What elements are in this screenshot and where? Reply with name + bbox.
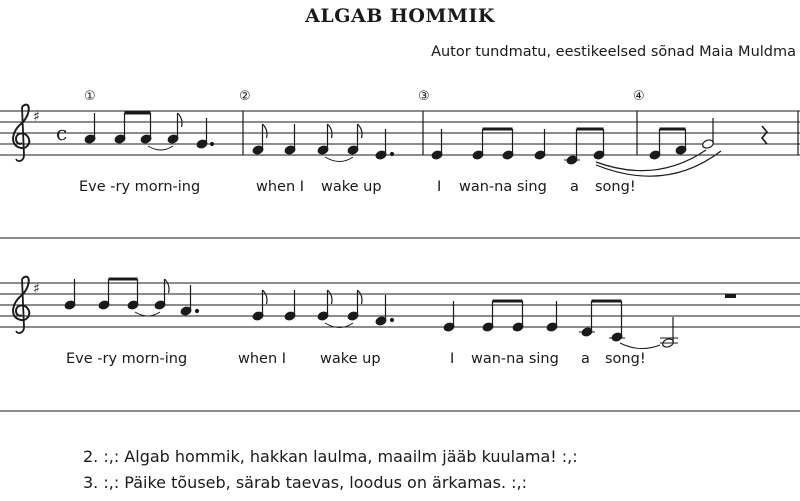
verse-2: 2. :,: Algab hommik, hakkan laulma, maailm jääb kuulama! :,: <box>83 447 578 466</box>
half-rest <box>725 294 736 298</box>
key-signature-sharp: ♯ <box>33 281 40 297</box>
time-signature-common: c <box>56 121 68 145</box>
lyric-line-1-part: when I <box>256 179 305 195</box>
lyric-line-2-part: when I <box>238 351 287 367</box>
lyric-line-1-part: Eve -ry morn-ing <box>79 179 201 195</box>
lyric-line-1-part: a <box>570 179 579 195</box>
lyric-line-2-part: Eve -ry morn-ing <box>66 351 188 367</box>
measure-number: ② <box>239 89 251 104</box>
measure-number: ① <box>84 89 96 104</box>
lyric-line-2-part: wan-na sing <box>471 351 559 367</box>
lyric-line-2-part: song! <box>605 351 646 367</box>
key-signature-sharp: ♯ <box>33 109 40 125</box>
lyric-line-2-part: wake up <box>320 351 381 367</box>
lyric-line-2-part: a <box>581 351 590 367</box>
lyric-line-2-part: I <box>450 351 455 367</box>
measure-number: ③ <box>418 89 430 104</box>
verse-3: 3. :,: Päike tõuseb, särab taevas, loodus on ärkamas. :,: <box>83 473 527 492</box>
measure-number: ④ <box>633 89 645 104</box>
staff-system-2 <box>0 277 800 349</box>
song-credit: Autor tundmatu, eestikeelsed sõnad Maia Muldma <box>431 44 796 60</box>
lyric-line-1-part: I <box>437 179 442 195</box>
lyric-line-1-part: wan-na sing <box>459 179 547 195</box>
lyric-line-1-part: song! <box>595 179 636 195</box>
staff-system-1 <box>0 89 800 176</box>
lyric-line-1-part: wake up <box>321 179 382 195</box>
song-title: ALGAB HOMMIK <box>305 5 495 27</box>
